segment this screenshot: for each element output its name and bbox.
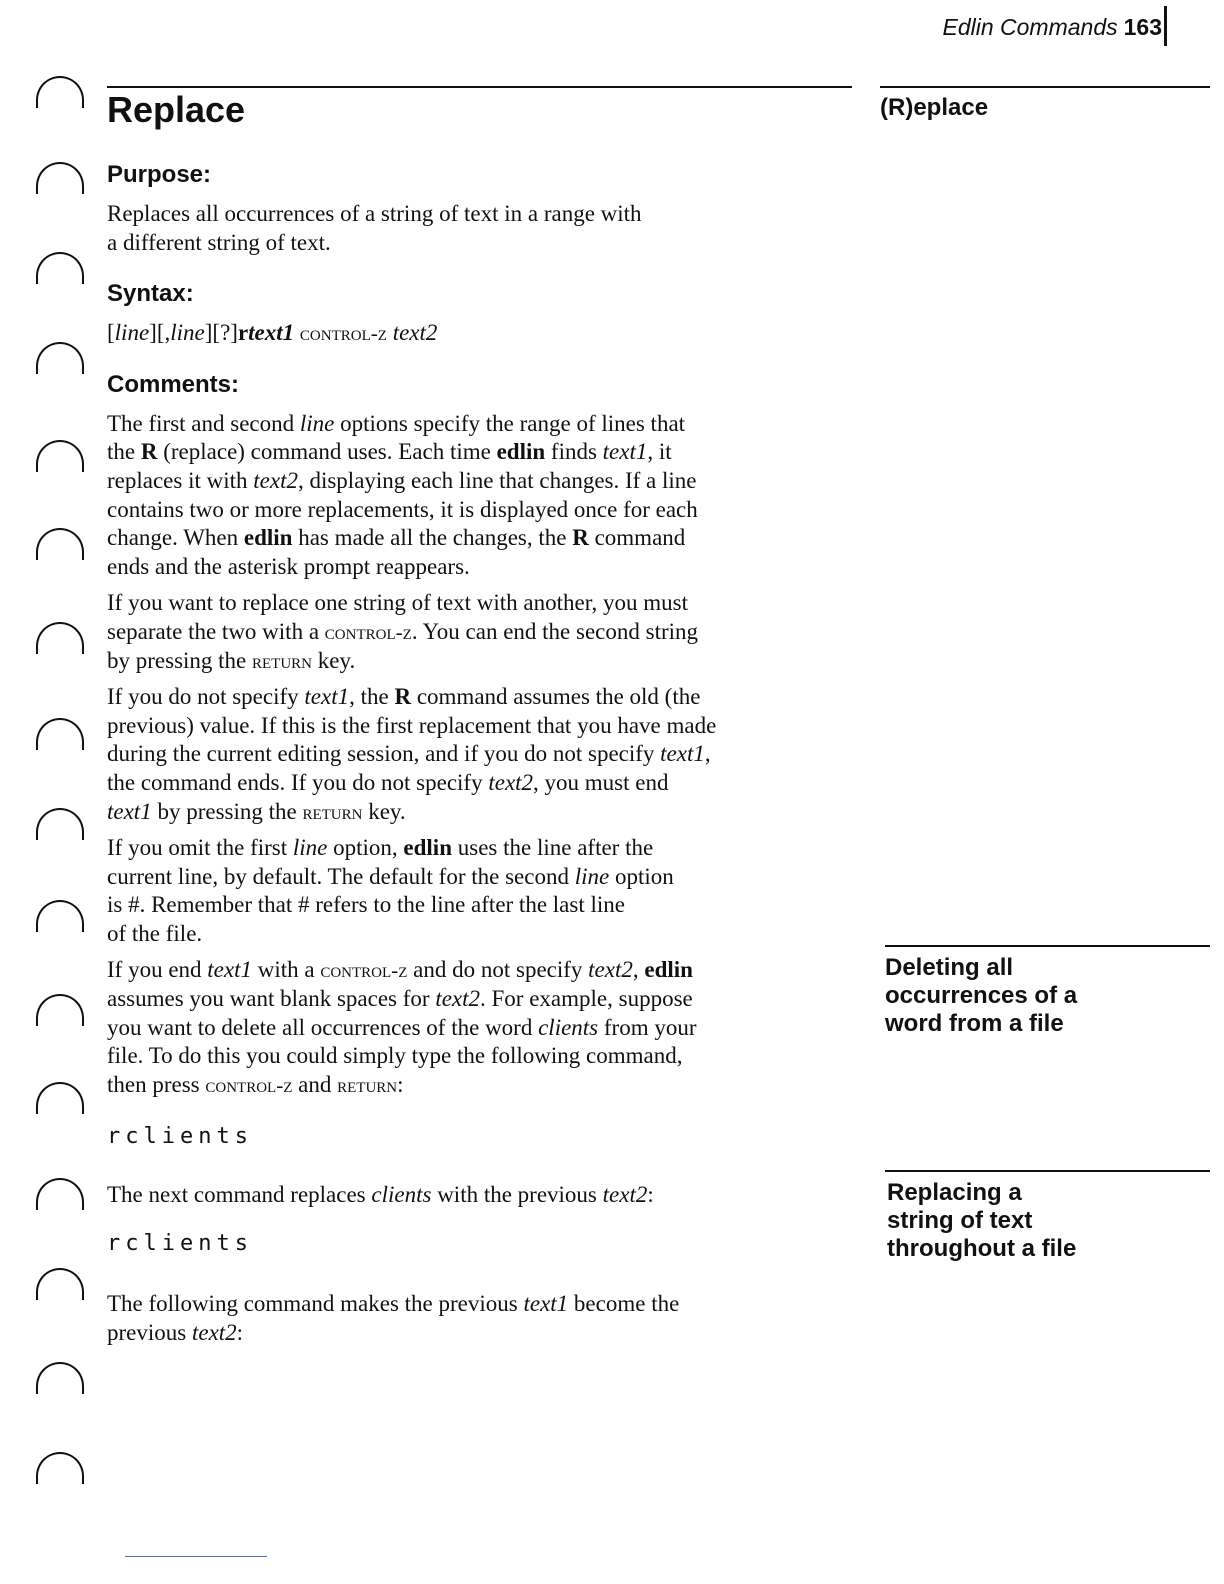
purpose-line: a different string of text. <box>107 229 331 255</box>
running-header <box>900 14 1162 41</box>
margin-note-line: word from a file <box>885 1010 1064 1037</box>
page-number: 163 <box>1123 14 1162 40</box>
binder-hole <box>36 1178 84 1210</box>
margin-note-line: throughout a file <box>887 1235 1077 1262</box>
syntax-line-arg: line <box>114 320 150 346</box>
syntax-text2: text2 <box>392 320 438 346</box>
binder-hole <box>36 1452 84 1484</box>
purpose-text <box>107 200 857 257</box>
binder-hole <box>36 1362 84 1394</box>
page-title: Replace <box>107 89 246 130</box>
comments-paragraph-3: If you do not specify text1, the R command assumes the old (the previous) value. If this is the first replacement that you have made during the current editing session, and if you do not specify text1, the command ends. If you do not specify text2, you must end text1 by pressing the return key. <box>107 684 717 824</box>
comments-paragraph-1: The first and second line options specify the range of lines that the R (replace) command uses. Each time edlin finds text1, it replaces it with text2, displaying each line that changes. If a line contains two or more replacements, it is displayed once for each change. When edlin has made all the changes, the R command ends and the asterisk prompt reappears. <box>107 410 698 579</box>
command-label: (R)eplace <box>880 94 989 121</box>
syntax-heading: Syntax: <box>107 280 194 308</box>
comments-paragraph-4: If you omit the first line option, edlin uses the line after the current line, by default. The default for the second line option is #. Remember that # refers to the line after the last line of the file. <box>107 835 674 946</box>
binder-hole <box>36 440 84 472</box>
binder-hole <box>36 718 84 750</box>
binder-hole <box>36 162 84 194</box>
main-column <box>107 86 857 1347</box>
header-bar <box>1164 6 1167 46</box>
bottom-rule <box>125 1556 267 1557</box>
syntax-line-arg: line <box>170 320 205 346</box>
syntax-control-key: control-z <box>299 321 387 346</box>
running-title: Edlin Commands <box>942 14 1118 40</box>
comments-paragraph-2: If you want to replace one string of text with another, you must separate the two with a control-z. You can end the second string by pressing the return key. <box>107 590 699 673</box>
binder-hole <box>36 808 84 840</box>
binder-hole <box>36 1082 84 1114</box>
margin-rule <box>885 1170 1210 1172</box>
margin-note <box>885 954 1077 1038</box>
binder-hole <box>36 252 84 284</box>
binder-hole <box>36 76 84 108</box>
margin-note-line: Replacing a <box>887 1179 1022 1206</box>
purpose-heading: Purpose: <box>107 161 212 188</box>
syntax-line <box>107 319 857 348</box>
binder-hole <box>36 994 84 1026</box>
code-example: rclients <box>107 1231 253 1257</box>
comments-paragraph-5: If you end text1 with a control-z and do not specify text2, edlin assumes you want blank spaces for text2. For example, suppose you want to delete all occurrences of the word clients from your file. To do this you could simply type the following command, then press control-z and return: <box>107 957 697 1097</box>
comments-paragraph-6: The next command replaces clients with the previous text2: <box>107 1182 654 1208</box>
binder-hole <box>36 342 84 374</box>
margin-note-line: occurrences of a <box>885 982 1078 1009</box>
binder-hole <box>36 1268 84 1300</box>
code-example: rclients <box>107 1124 253 1150</box>
syntax-part: ][, <box>149 320 171 346</box>
binder-hole <box>36 622 84 654</box>
margin-rule <box>880 86 1210 88</box>
margin-note <box>887 1179 1076 1263</box>
binder-hole <box>36 528 84 560</box>
syntax-part: [ <box>107 320 115 346</box>
binder-hole <box>36 900 84 932</box>
margin-note-line: string of text <box>887 1207 1033 1234</box>
syntax-part: ][?] <box>204 320 238 346</box>
margin-rule <box>885 945 1210 947</box>
comments-paragraph-7: The following command makes the previous text1 become the previous text2: <box>107 1291 680 1345</box>
margin-note-line: Deleting all <box>885 954 1014 981</box>
syntax-command: r <box>237 320 249 346</box>
purpose-line: Replaces all occurrences of a string of text in a range with <box>107 201 642 226</box>
syntax-text1: text1 <box>248 320 295 346</box>
comments-heading: Comments: <box>107 370 240 398</box>
